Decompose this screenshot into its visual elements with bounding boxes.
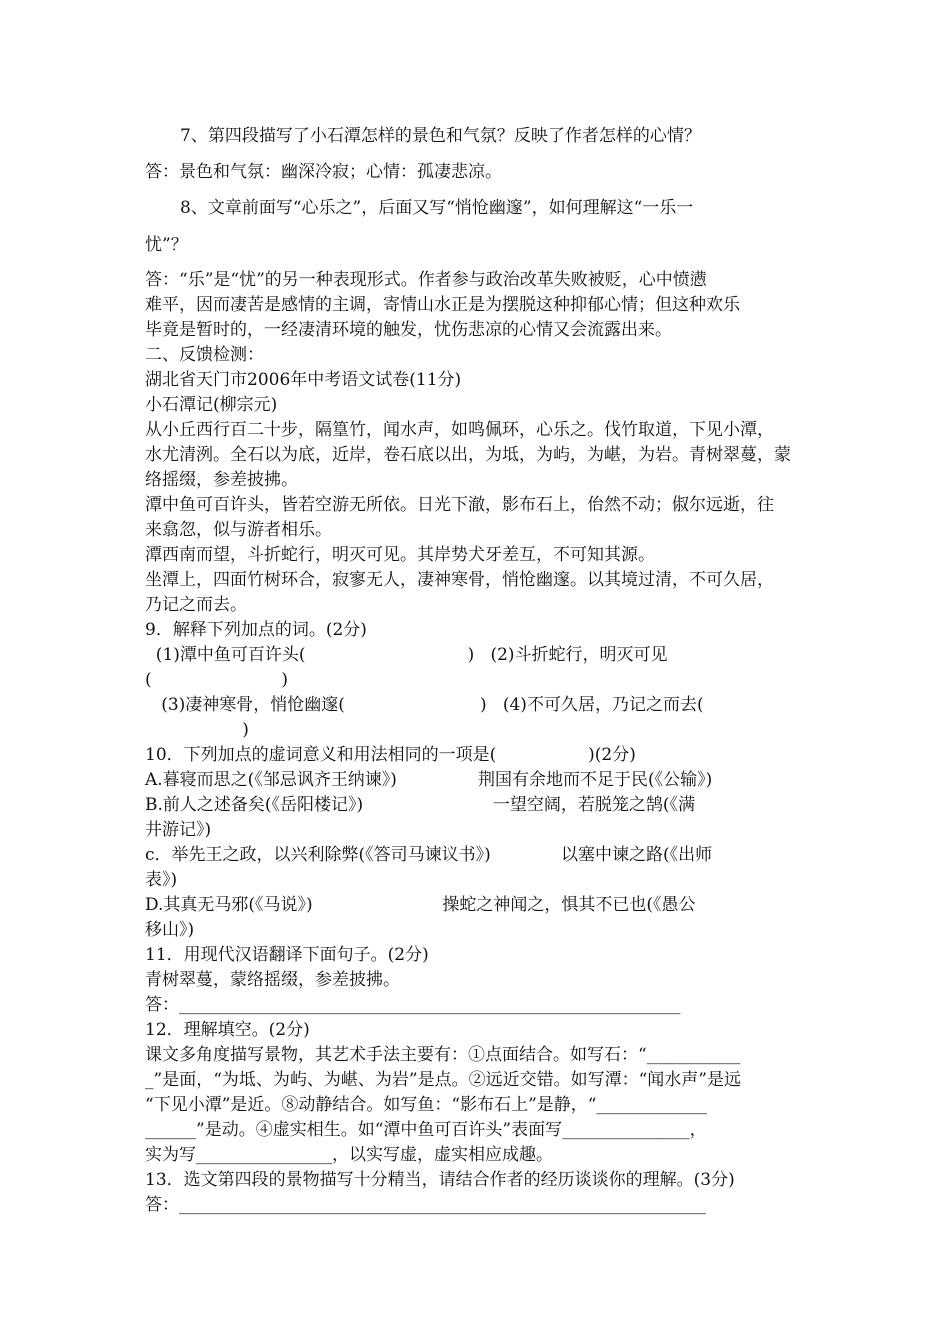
question-13: 13．选文第四段的景物描写十分精当，请结合作者的经历谈谈你的理解。(3分) bbox=[145, 1170, 735, 1190]
option-a: A.暮寝而思之(《邹忌讽齐王纳谏》) 荆国有余地而不足于民(《公输》) bbox=[145, 770, 713, 790]
option-c: c．举先王之政，以兴利除弊(《答司马谏议书》) 以塞中谏之路(《出师 bbox=[145, 845, 713, 865]
question-9-items: (1)潭中鱼可百许头( ) (2)斗折蛇行，明灭可见 bbox=[145, 645, 668, 665]
passage-title: 小石潭记(柳宗元) bbox=[145, 395, 278, 415]
passage-line: 来翕忽，似与游者相乐。 bbox=[145, 520, 332, 540]
question-12-text: “下见小潭”是近。⑧动静结合。如写鱼：“影布石上”是静，“_____________ bbox=[145, 1095, 707, 1115]
passage-line: 潭西南而望，斗折蛇行，明灭可见。其岸势犬牙差互，不可知其源。 bbox=[145, 545, 655, 565]
question-7: 7、第四段描写了小石潭怎样的景色和气氛？反映了作者怎样的心情？ bbox=[180, 126, 701, 146]
question-9-items: ) bbox=[145, 720, 249, 740]
question-9-items: (3)凄神寒骨，悄怆幽邃( ) (4)不可久居，乃记之而去( bbox=[145, 695, 704, 715]
question-8-line-2: 忧”？ bbox=[145, 235, 188, 255]
question-10: 10．下列加点的虚词意义和用法相同的一项是( )(2分) bbox=[145, 745, 636, 765]
answer-8-line-2: 难平，因而凄苦是感情的主调，寄情山水正是为摆脱这种抑郁心情；但这种欢乐 bbox=[145, 295, 740, 315]
passage-line: 乃记之而去。 bbox=[145, 595, 247, 615]
question-11: 11．用现代汉语翻译下面句子。(2分) bbox=[145, 945, 429, 965]
section-heading: 二、反馈检测： bbox=[145, 345, 264, 365]
passage-line: 络摇缀，参差披拂。 bbox=[145, 470, 298, 490]
option-d: D.其真无马邪(《马说》) 操蛇之神闻之，惧其不已也(《愚公 bbox=[145, 895, 696, 915]
question-12-text: _”是面，“为坻、为屿、为嵁、为岩”是点。②远近交错。如写潭：“闻水声”是远 bbox=[145, 1070, 741, 1090]
answer-11-blank: 答：___________________________________________________________ bbox=[145, 995, 681, 1015]
question-12-text: 实为写________________，以实写虚，虚实相应成趣。 bbox=[145, 1145, 553, 1165]
passage-line: 潭中鱼可百许头，皆若空游无所依。日光下澈，影布石上，佁然不动；俶尔远逝，往 bbox=[145, 495, 774, 515]
passage-line: 从小丘西行百二十步，隔篁竹，闻水声，如鸣佩环，心乐之。伐竹取道，下见小潭， bbox=[145, 420, 774, 440]
option-c: 表》) bbox=[145, 870, 178, 890]
question-11-sentence: 青树翠蔓，蒙络摇缀，参差披拂。 bbox=[145, 970, 400, 990]
passage-line: 水尤清洌。全石以为底，近岸，卷石底以出，为坻，为屿，为嵁，为岩。青树翠蔓，蒙 bbox=[145, 445, 791, 465]
question-12-text: ______”是动。④虚实相生。如“潭中鱼可百许头”表面写_______________， bbox=[145, 1120, 707, 1140]
option-b: B.前人之述备矣(《岳阳楼记》) 一望空阔，若脱笼之鹄(《满 bbox=[145, 795, 695, 815]
question-8-line-1: 8、文章前面写“心乐之”，后面又写“悄怆幽邃”，如何理解这“一乐一 bbox=[180, 198, 694, 218]
answer-13-blank: 答：______________________________________________________________ bbox=[145, 1195, 706, 1215]
passage-line: 坐潭上，四面竹树环合，寂寥无人，凄神寒骨，悄怆幽邃。以其境过清，不可久居， bbox=[145, 570, 774, 590]
answer-8-line-1: 答：“乐”是“忧”的另一种表现形式。作者参与政治改革失败被贬，心中愤懑 bbox=[145, 270, 707, 290]
option-d: 移山》) bbox=[145, 920, 195, 940]
option-b: 井游记》) bbox=[145, 820, 212, 840]
question-9: 9．解释下列加点的词。(2分) bbox=[145, 620, 367, 640]
answer-8-line-3: 毕竟是暂时的，一经凄清环境的触发，忧伤悲凉的心情又会流露出来。 bbox=[145, 320, 672, 340]
answer-7: 答：景色和气氛：幽深冷寂；心情：孤凄悲凉。 bbox=[145, 162, 502, 182]
question-12: 12．理解填空。(2分) bbox=[145, 1020, 310, 1040]
question-12-text: 课文多角度描写景物，其艺术手法主要有：①点面结合。如写石：“___________ bbox=[145, 1045, 741, 1065]
question-9-items: ( ) bbox=[145, 670, 288, 690]
exam-source: 湖北省天门市2006年中考语文试卷(11分) bbox=[145, 370, 462, 390]
